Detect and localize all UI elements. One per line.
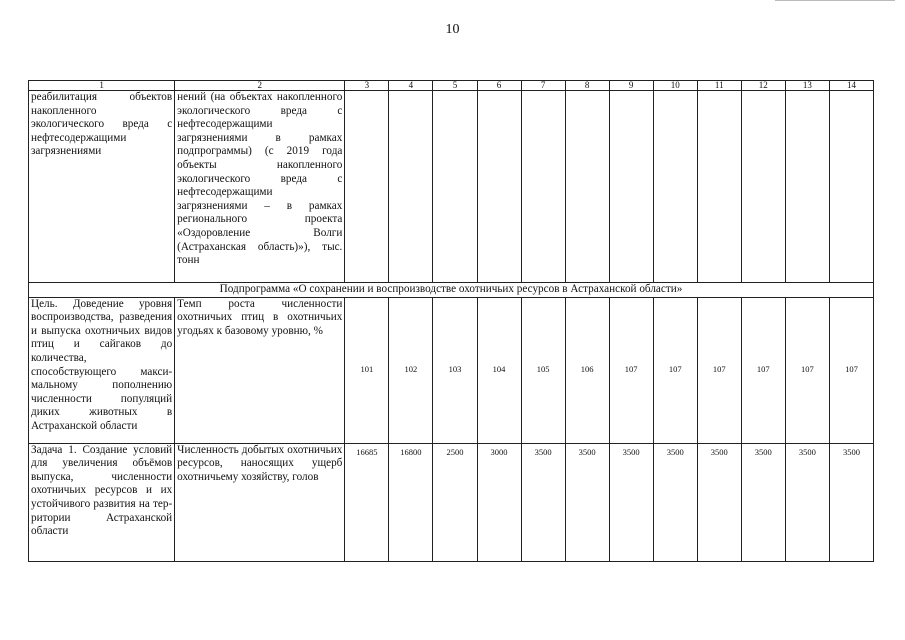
value-cell: 3000	[477, 443, 521, 561]
column-number: 3	[345, 81, 389, 91]
value-cell: 107	[697, 297, 741, 443]
value-cell	[653, 91, 697, 283]
value-cell: 104	[477, 297, 521, 443]
value-cell: 3500	[829, 443, 873, 561]
column-number: 12	[741, 81, 785, 91]
value-cell: 2500	[433, 443, 477, 561]
corner-scan-marks	[775, 0, 895, 7]
value-cell: 107	[609, 297, 653, 443]
indicator-cell: нений (на объектах накопленного экологического вреда с нефтесодержащими загрязнениями в рамках подпрограммы) (с 2019 года объекты накопленного экологического вреда с нефтесодержащими загрязнениями – в рамках регионального проекта «Оздоровление Волги (Астраханская область)»), тыс. тонн	[175, 91, 345, 283]
page-number: 10	[445, 22, 460, 37]
value-cell: 3500	[785, 443, 829, 561]
column-number: 7	[521, 81, 565, 91]
indicator-cell: Темп роста численности охотничьих птиц в охотничьих угодьях к базовому уровню, %	[175, 297, 345, 443]
value-cell: 101	[345, 297, 389, 443]
column-number: 13	[785, 81, 829, 91]
goal-cell: Цель. Доведение уровня воспроизводства, разведения и выпуска охотничьих видов птиц и сайгаков до количества, способствующего максимальному пополнению численности популяций диких животных в Астраханской области	[29, 297, 175, 443]
value-cell: 16800	[389, 443, 433, 561]
indicator-cell: Численность добытых охотничьих ресурсов, наносящих ущерб охотничьему хозяйству, голов	[175, 443, 345, 561]
value-cell	[433, 91, 477, 283]
column-number: 10	[653, 81, 697, 91]
value-cell: 3500	[653, 443, 697, 561]
value-cell	[741, 91, 785, 283]
value-cell: 107	[741, 297, 785, 443]
column-number: 14	[829, 81, 873, 91]
value-cell	[565, 91, 609, 283]
value-cell	[521, 91, 565, 283]
value-cell: 103	[433, 297, 477, 443]
value-cell	[609, 91, 653, 283]
goal-cell: реабилитация объектов накопленного экологического вреда с нефтесодержащими загрязнениями	[29, 91, 175, 283]
value-cell: 3500	[741, 443, 785, 561]
value-cell: 3500	[565, 443, 609, 561]
value-cell	[829, 91, 873, 283]
table-row	[29, 297, 874, 443]
column-number-row	[29, 81, 874, 91]
table-row	[29, 91, 874, 283]
column-number: 5	[433, 81, 477, 91]
task-cell: Задача 1. Создание условий для увеличения объёмов выпуска, численности охотничьих ресурсов и их устойчивого развития на территории Астраханской области	[29, 443, 175, 561]
value-cell: 107	[785, 297, 829, 443]
value-cell	[785, 91, 829, 283]
value-cell: 3500	[697, 443, 741, 561]
column-number: 11	[697, 81, 741, 91]
value-cell: 102	[389, 297, 433, 443]
value-cell: 16685	[345, 443, 389, 561]
column-number: 9	[609, 81, 653, 91]
value-cell	[697, 91, 741, 283]
value-cell	[389, 91, 433, 283]
column-number: 4	[389, 81, 433, 91]
value-cell: 3500	[521, 443, 565, 561]
value-cell	[345, 91, 389, 283]
subprogram-row	[29, 283, 874, 298]
indicators-table	[28, 80, 874, 562]
table-row	[29, 443, 874, 561]
column-number: 1	[29, 81, 175, 91]
value-cell: 3500	[609, 443, 653, 561]
value-cell: 105	[521, 297, 565, 443]
value-cell: 107	[829, 297, 873, 443]
subprogram-title: Подпрограмма «О сохранении и воспроизводстве охотничьих ресурсов в Астраханской области»	[29, 283, 874, 298]
value-cell: 106	[565, 297, 609, 443]
value-cell	[477, 91, 521, 283]
column-number: 8	[565, 81, 609, 91]
column-number: 2	[175, 81, 345, 91]
value-cell: 107	[653, 297, 697, 443]
column-number: 6	[477, 81, 521, 91]
